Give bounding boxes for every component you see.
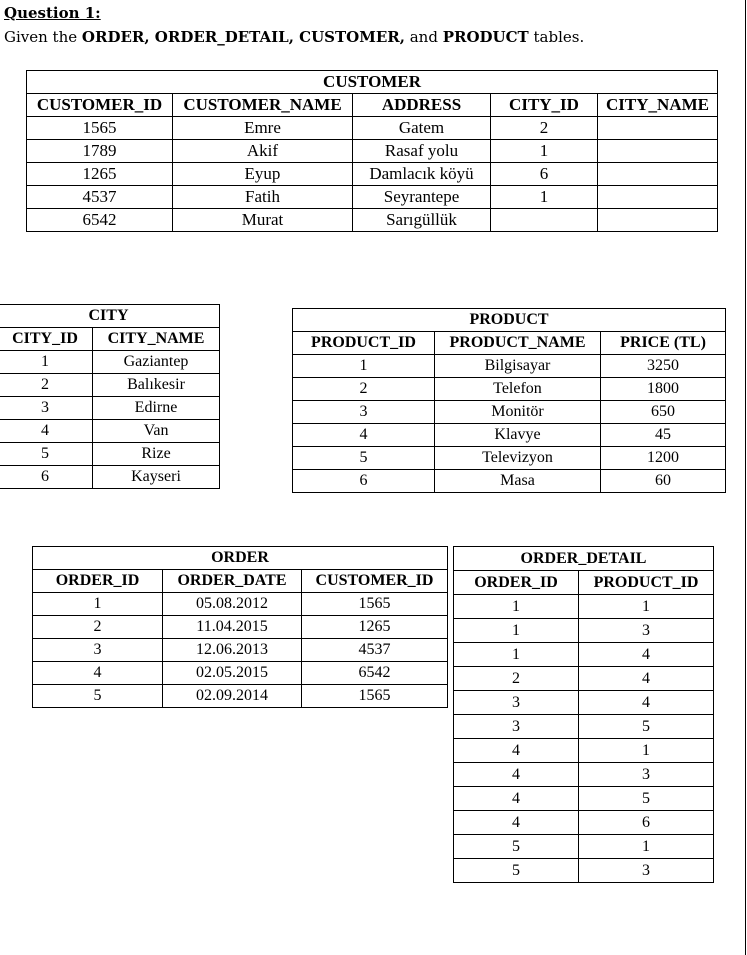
product-table-title: PRODUCT xyxy=(293,309,726,332)
table-cell: Murat xyxy=(173,209,353,232)
table-cell: 3 xyxy=(579,619,714,643)
column-header: CITY_ID xyxy=(0,328,93,351)
table-row xyxy=(454,811,714,835)
column-header: ORDER_ID xyxy=(33,570,163,593)
table-cell: 1 xyxy=(33,593,163,616)
table-cell: 650 xyxy=(601,401,726,424)
table-row xyxy=(454,763,714,787)
table-cell: 1 xyxy=(579,595,714,619)
table-row xyxy=(454,739,714,763)
table-cell: Fatih xyxy=(173,186,353,209)
table-cell: 11.04.2015 xyxy=(163,616,302,639)
table-cell: Emre xyxy=(173,117,353,140)
table-cell: Sarıgüllük xyxy=(353,209,491,232)
table-header-row xyxy=(33,570,448,593)
table-cell: 1 xyxy=(579,835,714,859)
table-cell: Telefon xyxy=(435,378,601,401)
column-header: CUSTOMER_ID xyxy=(27,94,173,117)
table-cell: 4 xyxy=(0,420,93,443)
table-cell: 6 xyxy=(579,811,714,835)
table-row xyxy=(454,619,714,643)
table-cell: 1 xyxy=(491,140,598,163)
table-row xyxy=(454,715,714,739)
table-cell xyxy=(598,209,718,232)
table-title-row xyxy=(33,547,448,570)
table-cell: 3 xyxy=(0,397,93,420)
table-cell xyxy=(598,163,718,186)
intro-prefix: Given the xyxy=(4,28,82,46)
table-cell: 5 xyxy=(454,835,579,859)
table-cell: 5 xyxy=(33,685,163,708)
table-row xyxy=(33,639,448,662)
table-cell: 1 xyxy=(454,619,579,643)
table-row xyxy=(33,662,448,685)
column-header: ORDER_DATE xyxy=(163,570,302,593)
table-cell: 4 xyxy=(579,643,714,667)
table-cell: 4 xyxy=(454,787,579,811)
table-cell: 2 xyxy=(0,374,93,397)
table-cell: 4 xyxy=(454,811,579,835)
table-cell: 4537 xyxy=(27,186,173,209)
table-cell: 5 xyxy=(454,859,579,883)
table-cell: 12.06.2013 xyxy=(163,639,302,662)
table-cell: 1265 xyxy=(302,616,448,639)
table-row xyxy=(27,163,718,186)
table-row xyxy=(0,374,220,397)
table-cell xyxy=(598,186,718,209)
table-cell xyxy=(491,209,598,232)
table-cell: 4 xyxy=(454,763,579,787)
table-cell: 6 xyxy=(0,466,93,489)
table-cell: 1565 xyxy=(302,685,448,708)
table-row xyxy=(454,787,714,811)
table-row xyxy=(0,420,220,443)
table-cell: 6 xyxy=(293,470,435,493)
table-cell: 6542 xyxy=(27,209,173,232)
column-header: CITY_NAME xyxy=(93,328,220,351)
table-cell: Klavye xyxy=(435,424,601,447)
table-cell: 4 xyxy=(293,424,435,447)
table-row xyxy=(293,447,726,470)
table-row xyxy=(454,643,714,667)
table-cell: 5 xyxy=(293,447,435,470)
table-cell: 2 xyxy=(491,117,598,140)
table-row xyxy=(33,685,448,708)
order-table xyxy=(32,546,448,708)
table-cell: Monitör xyxy=(435,401,601,424)
table-cell: 45 xyxy=(601,424,726,447)
table-cell: 1 xyxy=(454,595,579,619)
table-row xyxy=(454,667,714,691)
table-cell: 3 xyxy=(454,691,579,715)
question-intro xyxy=(4,27,584,47)
table-cell: 5 xyxy=(579,787,714,811)
order-detail-table xyxy=(453,546,714,883)
table-row xyxy=(27,140,718,163)
column-header: PRODUCT_NAME xyxy=(435,332,601,355)
table-cell: Van xyxy=(93,420,220,443)
column-header: CITY_NAME xyxy=(598,94,718,117)
table-cell: Rasaf yolu xyxy=(353,140,491,163)
table-cell: Televizyon xyxy=(435,447,601,470)
intro-and: and xyxy=(404,28,443,46)
table-cell: 3 xyxy=(33,639,163,662)
table-header-row xyxy=(293,332,726,355)
column-header: ORDER_ID xyxy=(454,571,579,595)
table-cell: 4 xyxy=(454,739,579,763)
product-table xyxy=(292,308,726,493)
table-cell: 1265 xyxy=(27,163,173,186)
table-cell: 02.05.2015 xyxy=(163,662,302,685)
table-row xyxy=(454,835,714,859)
column-header: ADDRESS xyxy=(353,94,491,117)
table-row xyxy=(293,470,726,493)
table-row xyxy=(293,378,726,401)
table-cell: 6 xyxy=(491,163,598,186)
table-cell: 4 xyxy=(579,667,714,691)
table-cell: Bilgisayar xyxy=(435,355,601,378)
table-cell: 3 xyxy=(579,859,714,883)
table-cell: Edirne xyxy=(93,397,220,420)
question-title: Question 1: xyxy=(4,4,101,22)
table-cell: Gaziantep xyxy=(93,351,220,374)
table-cell: Damlacık köyü xyxy=(353,163,491,186)
table-title-row xyxy=(454,547,714,571)
table-cell xyxy=(598,140,718,163)
table-cell: Kayseri xyxy=(93,466,220,489)
table-cell: 3 xyxy=(579,763,714,787)
table-row xyxy=(33,593,448,616)
table-row xyxy=(293,355,726,378)
table-row xyxy=(27,117,718,140)
column-header: CITY_ID xyxy=(491,94,598,117)
city-table xyxy=(0,304,220,489)
table-cell: 5 xyxy=(0,443,93,466)
column-header: PRODUCT_ID xyxy=(293,332,435,355)
table-cell: 2 xyxy=(454,667,579,691)
table-cell: 6542 xyxy=(302,662,448,685)
table-cell: 2 xyxy=(293,378,435,401)
table-row xyxy=(0,466,220,489)
table-cell: 4 xyxy=(579,691,714,715)
table-row xyxy=(293,401,726,424)
table-row xyxy=(0,397,220,420)
table-cell: 05.08.2012 xyxy=(163,593,302,616)
table-header-row xyxy=(27,94,718,117)
column-header: CUSTOMER_NAME xyxy=(173,94,353,117)
table-cell: 1200 xyxy=(601,447,726,470)
city-table-title: CITY xyxy=(0,305,220,328)
table-cell: Seyrantepe xyxy=(353,186,491,209)
table-cell: Akif xyxy=(173,140,353,163)
table-cell: 5 xyxy=(579,715,714,739)
table-title-row xyxy=(0,305,220,328)
table-cell: Eyup xyxy=(173,163,353,186)
table-cell: 3 xyxy=(454,715,579,739)
table-cell: 4537 xyxy=(302,639,448,662)
table-cell xyxy=(598,117,718,140)
table-cell: 1789 xyxy=(27,140,173,163)
table-row xyxy=(33,616,448,639)
column-header: CUSTOMER_ID xyxy=(302,570,448,593)
table-cell: 1565 xyxy=(302,593,448,616)
table-header-row xyxy=(0,328,220,351)
table-row xyxy=(0,443,220,466)
intro-suffix: tables. xyxy=(528,28,585,46)
table-cell: Masa xyxy=(435,470,601,493)
customer-table-title: CUSTOMER xyxy=(27,71,718,94)
table-cell: 1 xyxy=(454,643,579,667)
table-row xyxy=(454,595,714,619)
table-cell: 1800 xyxy=(601,378,726,401)
table-cell: Rize xyxy=(93,443,220,466)
order-detail-table-title: ORDER_DETAIL xyxy=(454,547,714,571)
table-row xyxy=(293,424,726,447)
table-cell: 02.09.2014 xyxy=(163,685,302,708)
table-title-row xyxy=(27,71,718,94)
table-header-row xyxy=(454,571,714,595)
table-row xyxy=(0,351,220,374)
column-header: PRICE (TL) xyxy=(601,332,726,355)
column-header: PRODUCT_ID xyxy=(579,571,714,595)
table-cell: 3 xyxy=(293,401,435,424)
intro-tables: ORDER, ORDER_DETAIL, CUSTOMER, xyxy=(81,28,405,46)
table-cell: 60 xyxy=(601,470,726,493)
table-cell: 1 xyxy=(491,186,598,209)
table-title-row xyxy=(293,309,726,332)
order-table-title: ORDER xyxy=(33,547,448,570)
table-row xyxy=(454,691,714,715)
table-cell: 1 xyxy=(0,351,93,374)
table-cell: 4 xyxy=(33,662,163,685)
table-cell: 1565 xyxy=(27,117,173,140)
table-row xyxy=(454,859,714,883)
table-row xyxy=(27,186,718,209)
table-row xyxy=(27,209,718,232)
table-cell: 3250 xyxy=(601,355,726,378)
customer-table xyxy=(26,70,718,232)
table-cell: 2 xyxy=(33,616,163,639)
table-cell: 1 xyxy=(293,355,435,378)
table-cell: Gatem xyxy=(353,117,491,140)
table-cell: 1 xyxy=(579,739,714,763)
table-cell: Balıkesir xyxy=(93,374,220,397)
intro-product: PRODUCT xyxy=(442,28,529,46)
